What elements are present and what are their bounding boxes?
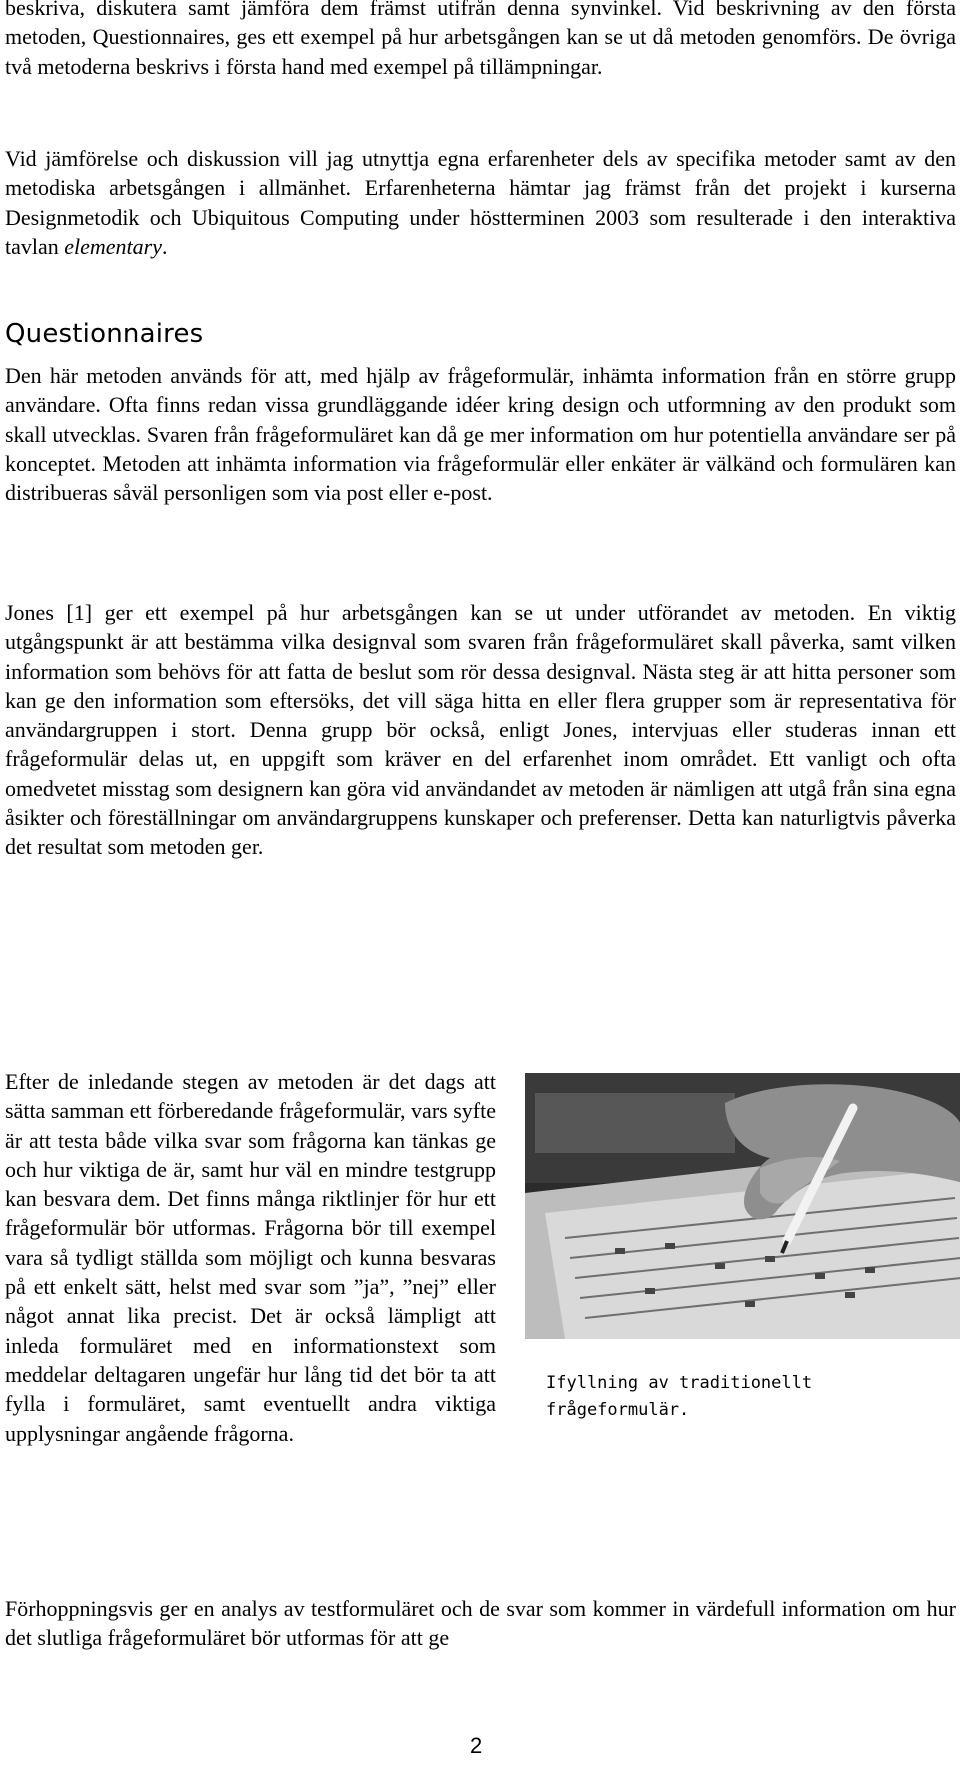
- paragraph-experience-text: Vid jämförelse och diskussion vill jag utnyttja egna erfarenheter dels av specifika metoder samt av den metodiska arbetsgången i allmänhet. Erfarenheterna hämtar jag främst från det projekt i kurserna Designmetodik och Ubiquitous Computing under höstterminen 2003 som resulterade i den interaktiva tavlan: [5, 146, 956, 259]
- section-heading-questionnaires: Questionnaires: [5, 319, 204, 349]
- figure-caption-line1: Ifyllning av traditionellt: [546, 1373, 813, 1393]
- figure-caption: [546, 1370, 846, 1424]
- paragraph-analysis: Förhoppningsvis ger en analys av testformuläret och de svar som kommer in värdefull information om hur det slutliga frågeformuläret bör utformas för att ge: [5, 1596, 956, 1651]
- paragraph-experience: [5, 144, 956, 261]
- figure-caption-line2: frågeformulär.: [546, 1400, 690, 1420]
- paragraph-jones-example: Jones [1] ger ett exempel på hur arbetsgången kan se ut under utförandet av metoden. En viktig utgångspunkt är att bestämma vilka designval som svaren från frågeformuläret skall påverka, samt vilken information som behövs för att fatta de beslut som rör dessa designval. Nästa steg är att hitta personer som kan ge den information som eftersöks, det vill säga hitta en eller flera grupper som är representativa för användargruppen i stort. Denna grupp bör också, enligt Jones, intervjuas eller studeras innan ett frågeformulär delas ut, en uppgift som kräver en del erfarenhet inom området. Ett vanligt och ofta omedvetet misstag som designern kan göra vid användandet av metoden är nämligen att utgå från sina egna åsikter och föreställningar om användargruppens kunskaper och preferenser. Detta kan naturligtvis påverka det resultat som metoden ger.: [5, 600, 956, 860]
- paragraph-preliminary-form-text: Efter de inledande stegen av metoden är det dags att sätta samman ett förberedande frågeformulär, vars syfte är att testa både vilka svar som frågorna kan tänkas ge och hur viktiga de är, samt hur väl en mindre testgrupp kan besvara dem. Det finns många riktlinjer för hur ett frågeformulär bör utformas. Frågorna bör till exempel vara så tydligt ställda som möjligt och kunna besvaras på ett enkelt sätt, helst med svar som ”ja”, ”nej” eller något annat lika precist. Det är också lämpligt att inleda formuläret med en informationstext som meddelar deltagaren ungefär hur lång tid det bör ta att fylla i formuläret, samt eventuellt andra viktiga upplysningar angående frågorna.: [5, 1069, 496, 1446]
- elementary-italic: elementary: [64, 233, 162, 259]
- hand-writing-illustration: [525, 1073, 960, 1339]
- questionnaire-photo: [525, 1073, 960, 1339]
- page-number: 2: [470, 1733, 483, 1758]
- paragraph-method-description: Den här metoden används för att, med hjälp av frågeformulär, inhämta information från en större grupp användare. Ofta finns redan vissa grundläggande idéer kring design och utformning av den produkt som skall utvecklas. Svaren från frågeformuläret kan då ge mer information om hur potentiella användare ser på konceptet. Metoden att inhämta information via frågeformulär eller enkäter är välkänd och formulären kan distribueras såväl personligen som via post eller e-post.: [5, 363, 956, 506]
- paragraph-experience-end: .: [162, 233, 168, 259]
- paragraph-intro: beskriva, diskutera samt jämföra dem främst utifrån denna synvinkel. Vid beskrivning av den första metoden, Questionnaires, ges ett exempel på hur arbetsgången kan se ut då metoden genomförs. De övriga två metoderna beskrivs i första hand med exempel på tillämpningar.: [5, 0, 956, 79]
